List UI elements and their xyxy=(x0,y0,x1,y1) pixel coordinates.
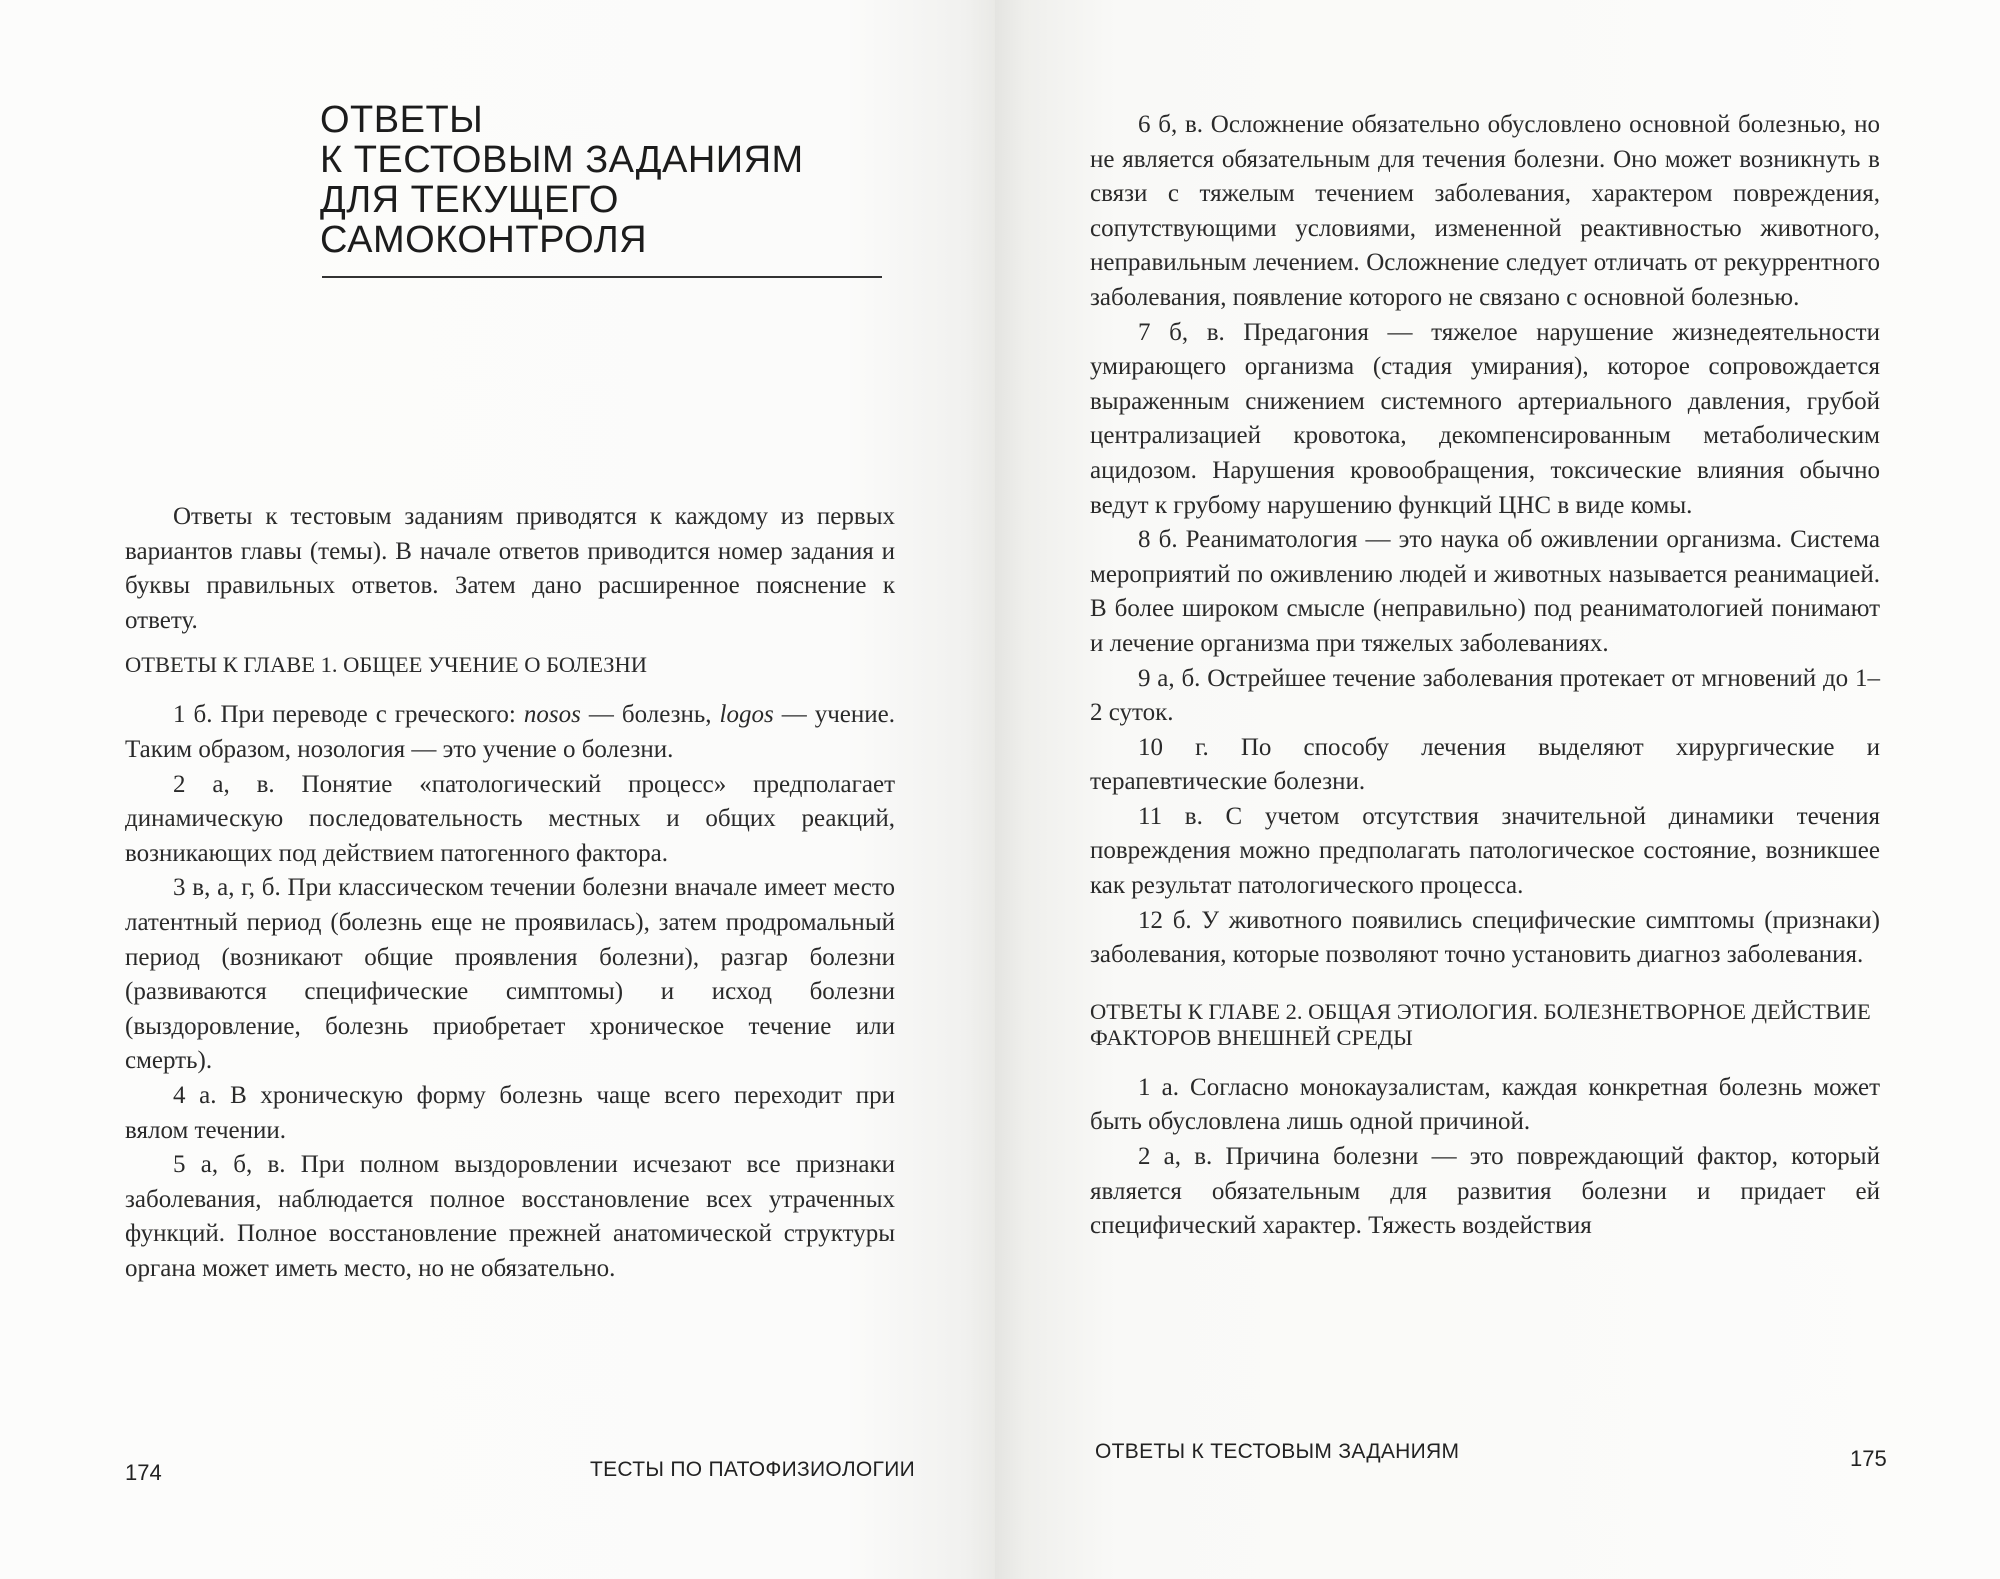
heading-line: ДЛЯ ТЕКУЩЕГО xyxy=(320,179,619,221)
right-text-column xyxy=(1090,108,1880,1244)
answer-paragraph: 8 б. Реаниматология — это наука об оживлении организма. Система мероприятий по оживлению людей и животных называется реанимацией. В более широком смысле (неправильно) под реаниматологией понимают и лечение организма при тяжелых заболеваниях. xyxy=(1090,526,1880,657)
chapter-1-title: ОТВЕТЫ К ГЛАВЕ 1. ОБЩЕЕ УЧЕНИЕ О БОЛЕЗНИ xyxy=(125,652,648,678)
answer-paragraph: 2 а, в. Причина болезни — это повреждающий фактор, который является обязательным для развития болезни и придает ей специфический характер. Тяжесть воздействия xyxy=(1090,1143,1880,1240)
right-page xyxy=(995,0,2000,1579)
left-text-column xyxy=(125,500,895,1286)
answer-paragraph: 11 в. С учетом отсутствия значительной динамики течения повреждения можно предполагать патологическое состояние, возникшее как результат патологического процесса. xyxy=(1090,802,1880,900)
heading-line: ОТВЕТЫ xyxy=(320,99,484,141)
answer-paragraph xyxy=(125,698,895,767)
answer-paragraph: 2 а, в. Понятие «патологический процесс» предполагает динамическую последовательность местных и общих реакций, возникающих под действием патогенного фактора. xyxy=(125,770,895,867)
answer-paragraph: 7 б, в. Предагония — тяжелое нарушение жизнедеятельности умирающего организма (стадия умирания), которое сопровождается выраженным снижением системного артериального давления, грубой централизацией кровотока, декомпенсированным метаболическим ацидозом. Нарушения кровообращения, токсические влияния обычно ведут к грубому нарушению функций ЦНС в виде комы. xyxy=(1090,318,1880,519)
answer-text: 1 б. При переводе с греческого: xyxy=(173,701,524,729)
answer-text: — учение. Таким образом, нозология — это учение о болезни. xyxy=(125,701,895,763)
heading-line: САМОКОНТРОЛЯ xyxy=(320,219,648,261)
answer-paragraph: 1 а. Согласно монокаузалистам, каждая конкретная болезнь может быть обусловлена лишь одной причиной. xyxy=(1090,1073,1880,1136)
answer-paragraph: 12 б. У животного появились специфические симптомы (признаки) заболевания, которые позволяют точно установить диагноз заболевания. xyxy=(1090,906,1880,969)
left-page xyxy=(0,0,995,1579)
chapter-2-title: ОТВЕТЫ К ГЛАВЕ 2. ОБЩАЯ ЭТИОЛОГИЯ. БОЛЕЗНЕТВОРНОЕ ДЕЙСТВИЕ ФАКТОРОВ ВНЕШНЕЙ СРЕДЫ xyxy=(1090,998,1871,1050)
chapter-heading xyxy=(320,100,804,260)
intro-paragraph: Ответы к тестовым заданиям приводятся к каждому из первых вариантов главы (темы). В начале ответов приводится номер задания и буквы правильных ответов. Затем дано расширенное пояснение к ответу. xyxy=(125,503,895,634)
answer-paragraph: 9 а, б. Острейшее течение заболевания протекает от мгновений до 1–2 суток. xyxy=(1090,664,1880,727)
running-title: ТЕСТЫ ПО ПАТОФИЗИОЛОГИИ xyxy=(590,1458,916,1481)
running-title: ОТВЕТЫ К ТЕСТОВЫМ ЗАДАНИЯМ xyxy=(1095,1440,1460,1463)
page-number: 174 xyxy=(125,1460,162,1485)
answer-paragraph: 5 а, б, в. При полном выздоровлении исчезают все признаки заболевания, наблюдается полное восстановление всех утраченных функций. Полное восстановление прежней анатомической структуры органа может иметь место, но не обязательно. xyxy=(125,1151,895,1282)
heading-rule xyxy=(322,276,882,278)
answer-paragraph: 3 в, а, г, б. При классическом течении болезни вначале имеет место латентный период (болезнь еще не проявилась), затем продромальный период (возникают общие проявления болезни), разгар болезни (развиваются специфические симптомы) и исход болезни (выздоровление, болезнь приобретает хроническое течение или смерть). xyxy=(125,874,895,1075)
answer-text: — болезнь, xyxy=(580,701,720,729)
answer-paragraph: 6 б, в. Осложнение обязательно обусловлено основной болезнью, но не является обязательным для течения болезни. Оно может возникнуть в связи с тяжелым течением заболевания, характером повреждения, сопутствующими условиями, измененной реактивностью животного, неправильным лечением. Осложнение следует отличать от рекуррентного заболевания, появление которого не связано с основной болезнью. xyxy=(1090,111,1880,311)
page-number: 175 xyxy=(1850,1446,1887,1471)
answer-paragraph: 4 а. В хроническую форму болезнь чаще всего переходит при вялом течении. xyxy=(125,1081,895,1144)
heading-line: К ТЕСТОВЫМ ЗАДАНИЯМ xyxy=(320,139,804,181)
answer-paragraph: 10 г. По способу лечения выделяют хирургические и терапевтические болезни. xyxy=(1090,733,1880,796)
greek-term: nosos xyxy=(523,701,581,729)
greek-term: logos xyxy=(719,701,774,729)
